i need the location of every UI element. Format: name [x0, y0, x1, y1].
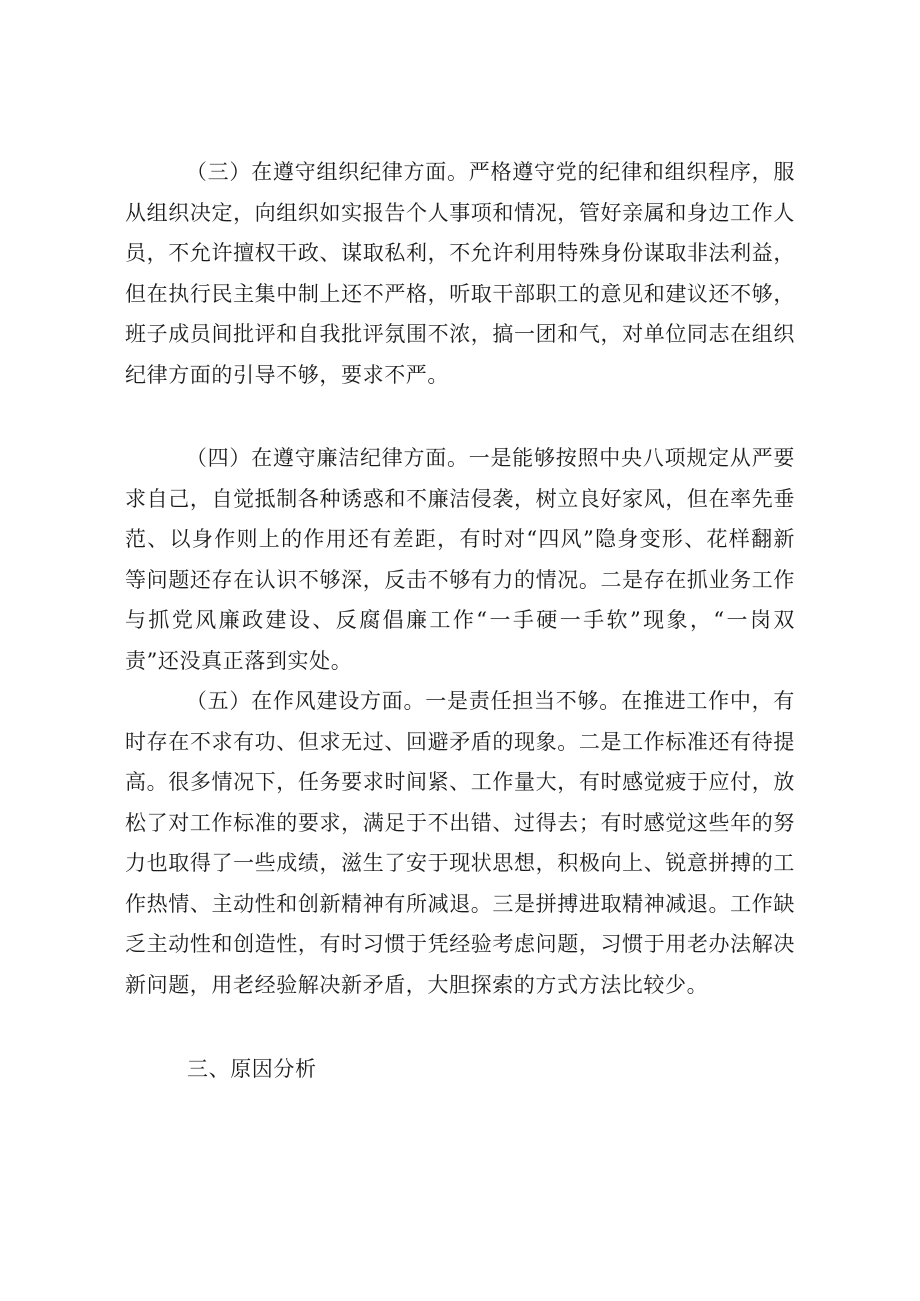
section-heading-cause-analysis: 三、原因分析: [187, 1057, 317, 1081]
paragraph-work-style: （五）在作风建设方面。一是责任担当不够。在推进工作中，有时存在不求有功、但求无过、回避矛盾的现象。二是工作标准还有待提高。很多情况下，任务要求时间紧、工作量大，有时感觉疲于应付，放松了对工作标准的要求，满足于不出错、过得去；有时感觉这些年的努力也取得了一些成绩，滋生了安于现状思想，积极向上、锐意拼搏的工作热情、主动性和创新精神有所减退。三是拼搏进取精神减退。工作缺乏主动性和创造性，有时习惯于凭经验考虑问题，习惯于用老办法解决新问题，用老经验解决新矛盾，大胆探索的方式方法比较少。: [125, 689, 795, 997]
paragraph-organizational-discipline: （三）在遵守组织纪律方面。严格遵守党的纪律和组织程序，服从组织决定，向组织如实报告个人事项和情况，管好亲属和身边工作人员，不允许擅权干政、谋取私利，不允许利用特殊身份谋取非法利益，但在执行民主集中制上还不严格，听取干部职工的意见和建议还不够，班子成员间批评和自我批评氛围不浓，搞一团和气，对单位同志在组织纪律方面的引导不够，要求不严。: [125, 160, 795, 387]
paragraph-integrity-discipline: （四）在遵守廉洁纪律方面。一是能够按照中央八项规定从严要求自己，自觉抵制各种诱惑和不廉洁侵袭，树立良好家风，但在率先垂范、以身作则上的作用还有差距，有时对“四风”隐身变形、花样翻新等问题还存在认识不够深，反击不够有力的情况。二是存在抓业务工作与抓党风廉政建设、反腐倡廉工作“一手硬一手软”现象，“一岗双责”还没真正落到实处。: [125, 446, 795, 673]
